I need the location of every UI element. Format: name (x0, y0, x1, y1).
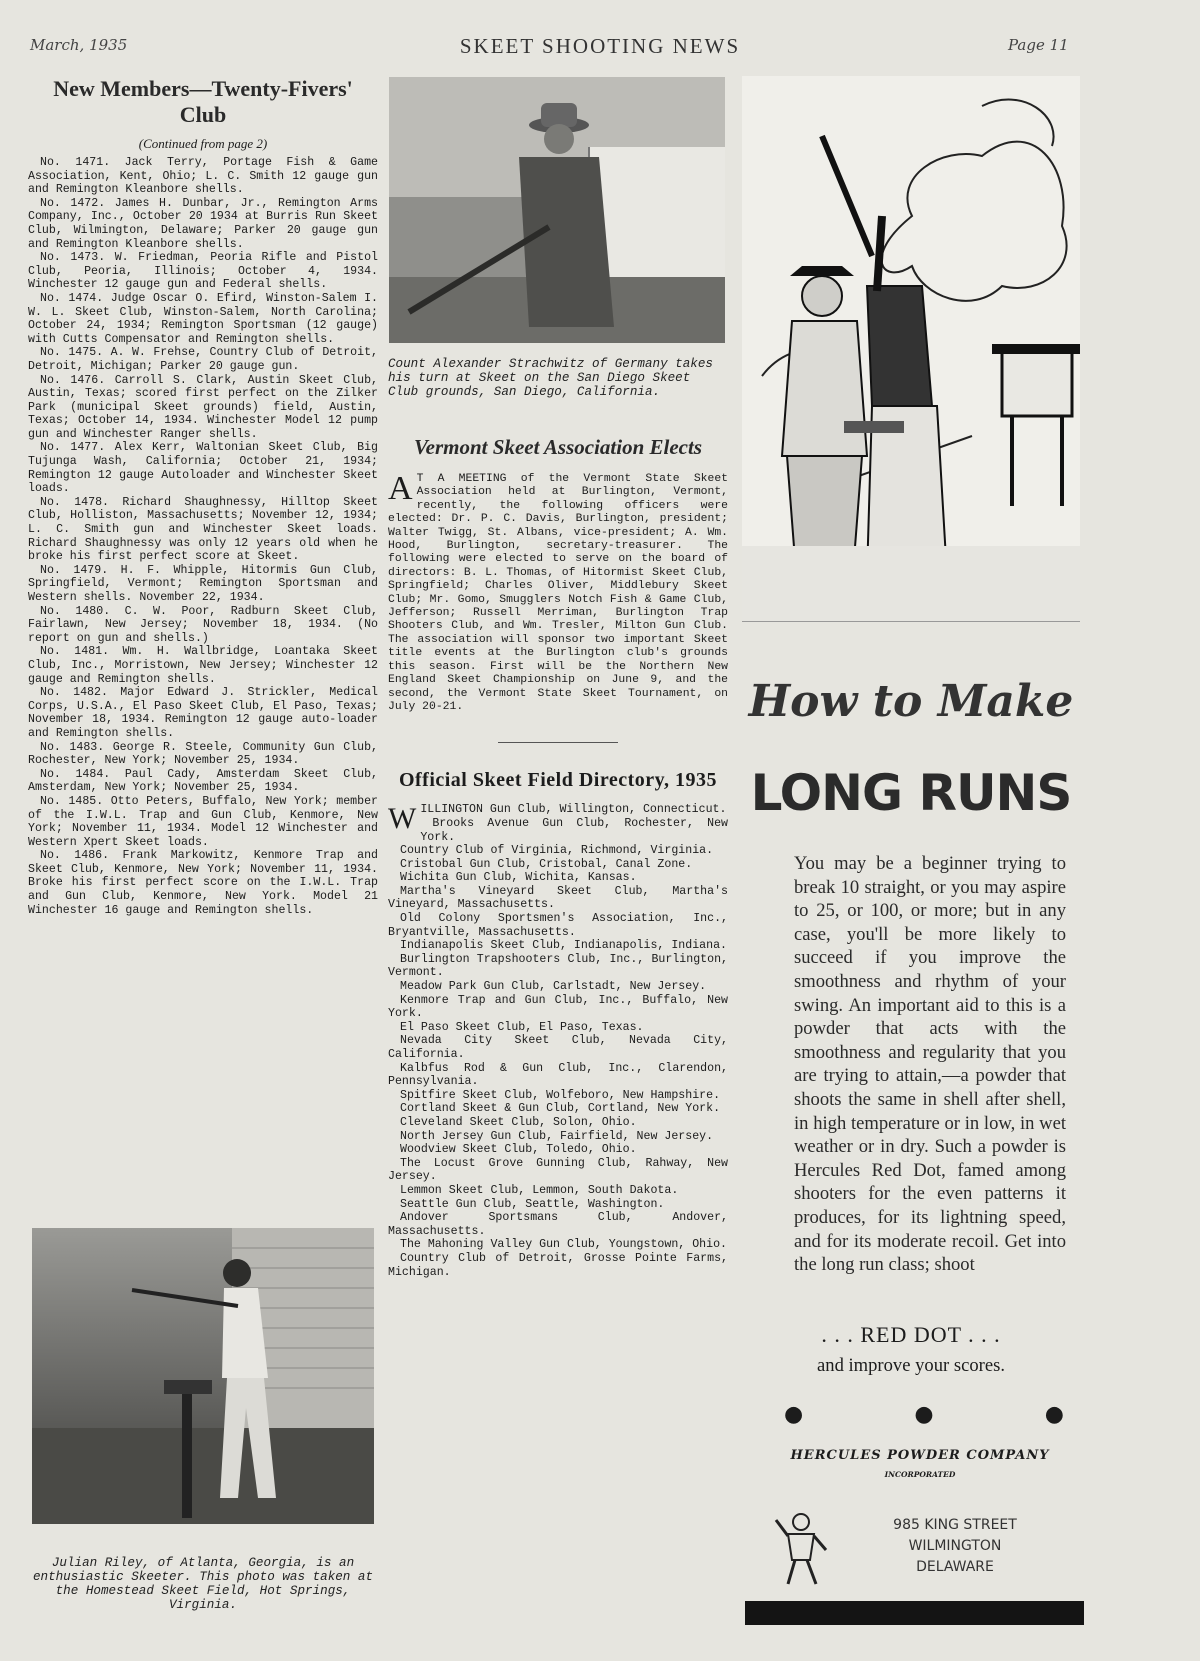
vermont-article (388, 434, 728, 1279)
directory-entry: Seattle Gun Club, Seattle, Washington. (400, 1197, 665, 1211)
directory-entry: Martha's Vineyard Skeet Club, Martha's Vineyard, Massachusetts. (388, 884, 728, 912)
shooters-illustration (742, 76, 1080, 622)
ad-tagline: and improve your scores. (817, 1355, 1005, 1376)
dot-icon: ● (784, 1402, 804, 1427)
directory-entry: Cleveland Skeet Club, Solon, Ohio. (400, 1115, 637, 1129)
directory-entry: Country Club of Virginia, Richmond, Virginia. (400, 844, 714, 858)
ad-body: You may be a beginner trying to break 10 straight, or you may aspire to 25, or 100, or more; but in any case, you'll be more likely to succeed if you improve the smoothness and rhythm of your swing. An important aid to this is a powder that acts with the smoothness and regularity that you are trying to attain,—a powder that shoots the same in shell after shell, in high temperature or in low, in wet weather or in dry. Such a powder is Hercules Red Dot, famed among shooters for the even patterns it produces, for its lightning speed, and for its moderate recoil. Get into the long run class; shoot (794, 853, 1066, 1276)
member-entry: No. 1486. Frank Markowitz, Kenmore Trap and Skeet Club, Kenmore, New York; November 11, 1934. Broke his first perfect score on the I.W.L. Trap and Gun Club, Kenmore, New York. Model 21 Winchester 16 gauge and Remington shells. (28, 849, 378, 917)
directory-entry: North Jersey Gun Club, Fairfield, New Jersey. (400, 1129, 714, 1143)
vermont-text: T A MEETING of the Vermont State Skeet Association held at Burlington, Vermont, recently, the following officers were elected: Dr. P. C. Davis, Burlington, president; Walter Twigg, St. Albans, vice-president; A. Wm. Hood, Burlington, secretary-treasurer. The following were elected to serve on the board of directors: B. L. Thomas, of Hitormist Skeet Club, Springfield; Charles Oliver, Middlebury Skeet Club; Mr. Gomo, Smugglers Notch Fish & Game Club, Jefferson; Russell Merriman, Burlington Trap Shooters Club, and Wm. Tresler, Milton Gun Club. The association will sponsor two important Skeet title events at the Burlington club's grounds this season. First will be the Northern New England Skeet Championship on June 9, and the second, the Vermont State Skeet Tournament, on July 20-21. (388, 473, 728, 713)
member-entry: No. 1480. C. W. Poor, Radburn Skeet Club, Fairlawn, New Jersey; November 18, 1934. (No report on gun and shells.) (28, 604, 378, 645)
address-city: WILMINGTON (908, 1538, 1002, 1554)
member-entry: No. 1471. Jack Terry, Portage Fish & Game Association, Kent, Ohio; L. C. Smith 12 gauge gun and Remington Kleanbore shells. (28, 156, 378, 197)
directory-entry: Country Club of Detroit, Grosse Pointe Farms, Michigan. (388, 1251, 728, 1279)
strachwitz-photo (389, 77, 725, 343)
ad-headline-script: How to Make (748, 676, 1074, 727)
member-entry: No. 1473. W. Friedman, Peoria Rifle and Pistol Club, Peoria, Illinois; October 4, 1934. Winchester 12 gauge gun and Federal shells. (28, 251, 378, 292)
issue-date: March, 1935 (30, 36, 128, 54)
directory-dropcap: W (388, 802, 417, 836)
directory-entry: Nevada City Skeet Club, Nevada City, California. (388, 1034, 728, 1061)
section-divider (498, 742, 618, 743)
company-address (860, 1515, 1050, 1578)
directory-entry: Lemmon Skeet Club, Lemmon, South Dakota. (400, 1183, 679, 1197)
member-entry: No. 1479. H. F. Whipple, Hitormis Gun Club, Springfield, Vermont; Remington Sportsman and Western shells. November 22, 1934. (28, 563, 378, 604)
directory-entry: Kenmore Trap and Gun Club, Inc., Buffalo, New York. (388, 993, 728, 1021)
directory-entry: Burlington Trapshooters Club, Inc., Burlington, Vermont. (388, 952, 728, 980)
member-entry: No. 1475. A. W. Frehse, Country Club of Detroit, Detroit, Michigan; Parker 20 gauge gun. (28, 346, 378, 373)
member-entry: No. 1476. Carroll S. Clark, Austin Skeet Club, Austin, Texas; scored first perfect on the Zilker Park (municipal Skeet grounds) field, Austin, Texas; October 14, 1934. Winchester Model 12 pump gun and Winchester Ranger shells. (28, 373, 378, 441)
directory-entry-text: ILLINGTON Gun Club, Willington, Connecticut. (420, 803, 727, 817)
ad-footer-bar (745, 1601, 1084, 1625)
riley-photo (32, 1228, 374, 1524)
directory-entry: El Paso Skeet Club, El Paso, Texas. (400, 1020, 644, 1034)
directory-heading: Official Skeet Field Directory, 1935 (398, 769, 718, 792)
page-number: Page 11 (1008, 36, 1069, 54)
directory-entry: Old Colony Sportsmen's Association, Inc., Bryantville, Massachusetts. (388, 912, 728, 939)
member-entry: No. 1477. Alex Kerr, Waltonian Skeet Club, Big Tujunga Wash, California; October 21, 1934; Remington 12 gauge Autoloader and Winchester Skeet loads. (28, 441, 378, 496)
hercules-logo (770, 1510, 832, 1588)
bullet-dots (784, 1402, 1064, 1427)
members-column (28, 72, 378, 917)
directory-entry: The Locust Grove Gunning Club, Rahway, New Jersey. (388, 1156, 728, 1184)
address-state: DELAWARE (916, 1559, 994, 1575)
member-entry: No. 1474. Judge Oscar O. Efird, Winston-Salem I. W. L. Skeet Club, Winston-Salem, North Carolina; October 24, 1934; Remington Sportsman (12 gauge) with Cutts Compensator and Remington shells. (28, 291, 378, 346)
member-entry: No. 1484. Paul Cady, Amsterdam Skeet Club, Amsterdam, New York; November 25, 1934. (28, 767, 378, 795)
directory-entry: Cristobal Gun Club, Cristobal, Canal Zone. (400, 857, 693, 871)
red-dot-slogan: . . . RED DOT . . . (821, 1322, 1001, 1347)
directory-list (388, 803, 728, 1279)
riley-caption: Julian Riley, of Atlanta, Georgia, is an enthusiastic Skeeter. This photo was taken at the Homestead Skeet Field, Hot Springs, Virginia. (32, 1556, 374, 1612)
members-heading: New Members—Twenty-Fivers' Club (53, 76, 353, 127)
ad-headline: LONG RUNS (750, 764, 1072, 822)
member-entry: No. 1485. Otto Peters, Buffalo, New York; member of the I.W.L. Trap and Gun Club, Kenmore, New York; November 11, 1934. Model 12 Winchester and Western Xpert Skeet loads. (28, 794, 378, 849)
directory-entry: The Mahoning Valley Gun Club, Youngstown, Ohio. (400, 1238, 727, 1252)
member-entry: No. 1478. Richard Shaughnessy, Hilltop Skeet Club, Holliston, Massachusetts; November 12, 1934; L. C. Smith gun and Winchester Skeet loads. Richard Shaughnessy was only 12 years old when he broke his first perfect score at Skeet. (28, 495, 378, 564)
address-street: 985 KING STREET (893, 1517, 1017, 1533)
directory-entry: Brooks Avenue Gun Club, Rochester, New York. (420, 816, 728, 844)
member-entry: No. 1481. Wm. H. Wallbridge, Loantaka Skeet Club, Inc., Morristown, New Jersey; Winchester 12 gauge and Remington shells. (28, 645, 378, 686)
directory-entry: Cortland Skeet & Gun Club, Cortland, New York. (400, 1102, 721, 1116)
vermont-dropcap: A (388, 470, 413, 507)
company-incorporated: INCORPORATED (884, 1470, 956, 1479)
vermont-heading: Vermont Skeet Association Elects (414, 435, 702, 459)
continued-note: (Continued from page 2) (138, 136, 268, 151)
member-entry: No. 1472. James H. Dunbar, Jr., Remington Arms Company, Inc., October 20 1934 at Burris Run Skeet Club, Wilmington, Delaware; Parker 20 gauge gun and Remington Kleanbore shells. (28, 196, 378, 251)
member-entry: No. 1483. George R. Steele, Community Gun Club, Rochester, New York; November 25, 1934. (28, 740, 378, 768)
dot-icon: ● (1044, 1402, 1064, 1427)
directory-entry: Meadow Park Gun Club, Carlstadt, New Jersey. (400, 980, 707, 994)
directory-entry: Andover Sportsmans Club, Andover, Massachusetts. (388, 1211, 728, 1238)
strachwitz-caption: Count Alexander Strachwitz of Germany takes his turn at Skeet on the San Diego Skeet Club grounds, San Diego, California. (388, 357, 713, 399)
vermont-body (388, 470, 728, 714)
directory-entry: Kalbfus Rod & Gun Club, Inc., Clarendon, Pennsylvania. (388, 1061, 728, 1089)
publication-title: SKEET SHOOTING NEWS (459, 34, 741, 58)
directory-entry: Spitfire Skeet Club, Wolfeboro, New Hampshire. (400, 1088, 721, 1102)
directory-entry: Wichita Gun Club, Wichita, Kansas. (400, 871, 637, 885)
member-entry: No. 1482. Major Edward J. Strickler, Medical Corps, U.S.A., El Paso Skeet Club, El Paso, Texas; November 18, 1934. Remington 12 gauge auto-loader and Remington shells. (28, 686, 378, 740)
directory-entry: Indianapolis Skeet Club, Indianapolis, Indiana. (400, 939, 727, 953)
dot-icon: ● (914, 1402, 934, 1427)
member-entries (28, 156, 378, 917)
directory-entry: Woodview Skeet Club, Toledo, Ohio. (400, 1143, 637, 1157)
company-name: HERCULES POWDER COMPANY (790, 1448, 1050, 1463)
